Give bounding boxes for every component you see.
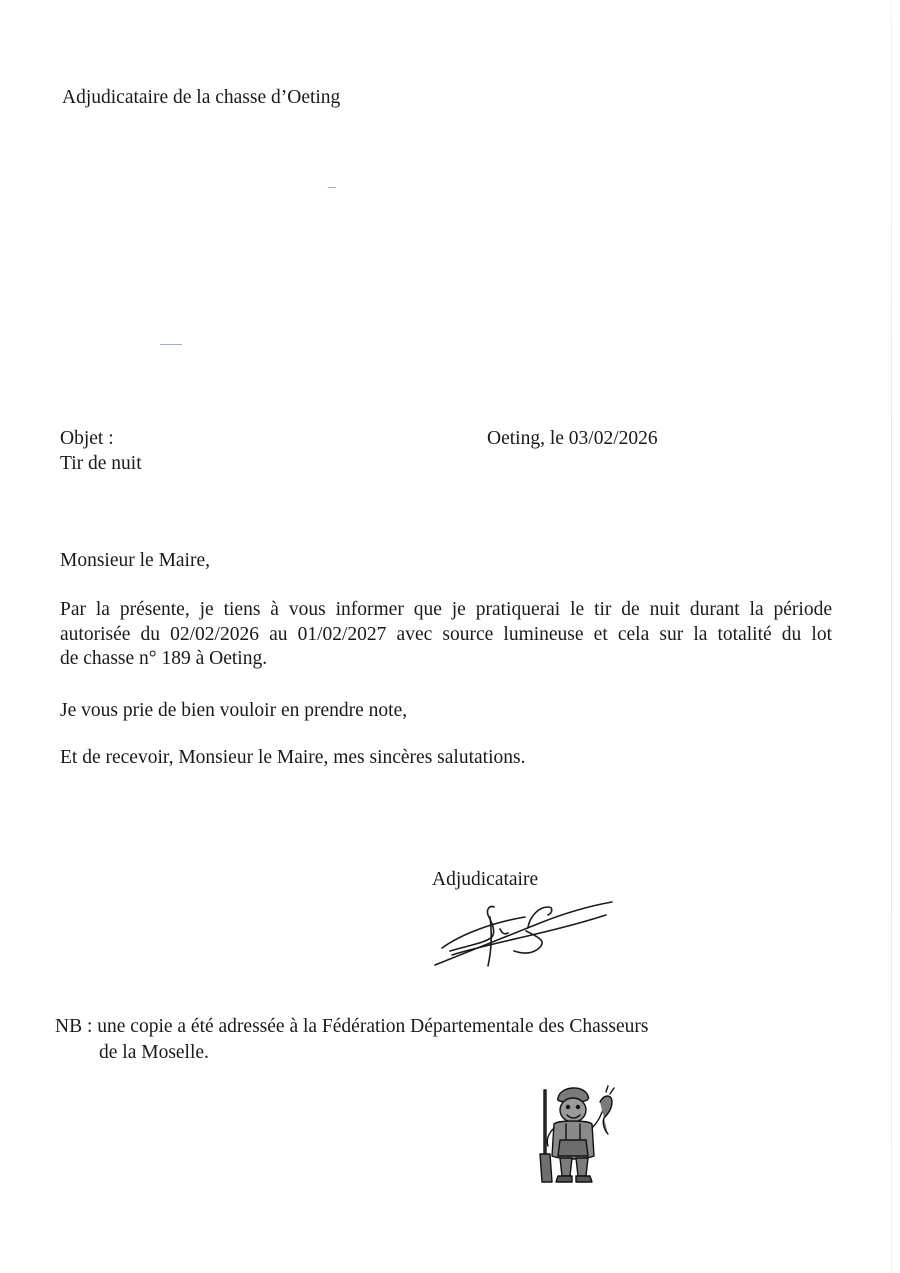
- salutation: Monsieur le Maire,: [60, 550, 211, 571]
- signatory-role: Adjudicataire: [432, 869, 539, 890]
- closing-line: Et de recevoir, Monsieur le Maire, mes sincères salutations.: [60, 747, 526, 768]
- request-line: Je vous prie de bien vouloir en prendre note,: [60, 700, 408, 721]
- body-paragraph: [60, 598, 832, 672]
- body-line: de chasse n° 189 à Oeting.: [60, 648, 268, 669]
- hunter-mascot-icon: [528, 1078, 620, 1186]
- scan-speck: [328, 187, 336, 188]
- body-line: autorisée du 02/02/2026 au 01/02/2027 avec source lumineuse et cela sur la totalité du lot: [60, 623, 832, 645]
- nb-note-line-1: NB : une copie a été adressée à la Fédération Départementale des Chasseurs: [55, 1016, 649, 1037]
- signature-icon: [430, 893, 620, 973]
- place-date: Oeting, le 03/02/2026: [487, 428, 658, 449]
- scan-speck: [160, 344, 182, 345]
- subject-label: Objet :: [60, 428, 114, 449]
- scan-edge: [891, 0, 892, 1273]
- body-line: Par la présente, je tiens à vous informer que je pratiquerai le tir de nuit durant la période: [60, 599, 832, 620]
- nb-note-line-2: de la Moselle.: [99, 1042, 209, 1063]
- subject-value: Tir de nuit: [60, 453, 142, 474]
- sender-line: Adjudicataire de la chasse d’Oeting: [62, 87, 341, 108]
